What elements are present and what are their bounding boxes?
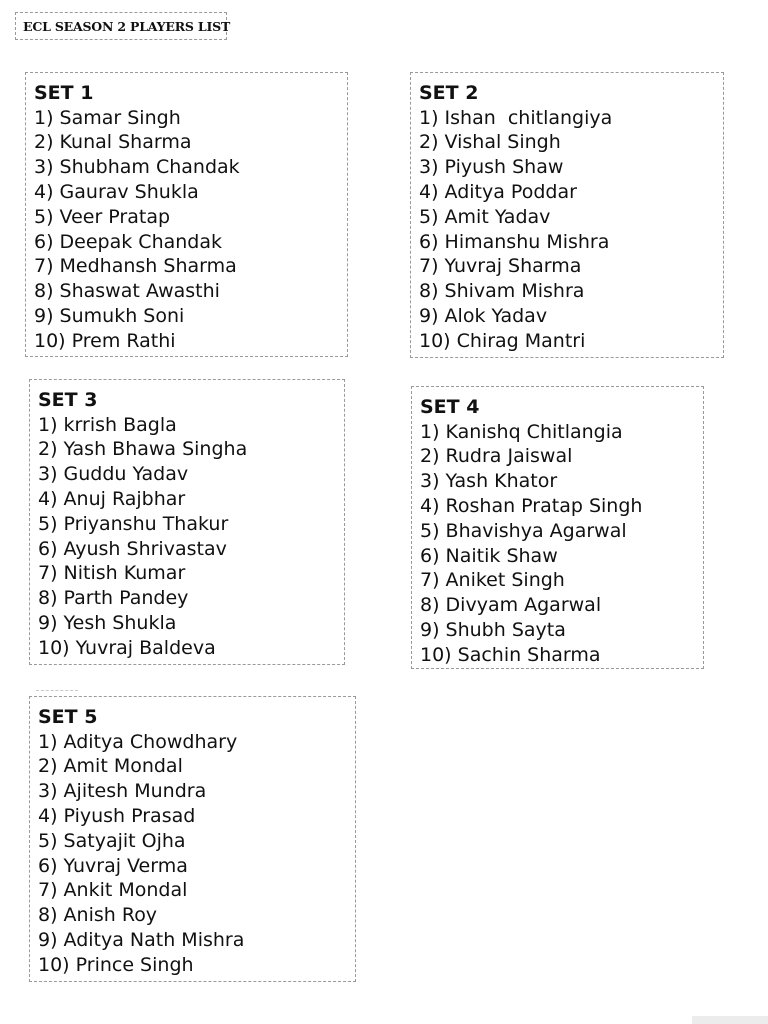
list-item: 4) Piyush Prasad — [38, 804, 196, 827]
list-item: 7) Aniket Singh — [420, 569, 565, 592]
list-item: 5) Priyanshu Thakur — [38, 512, 229, 535]
list-item: 10) Prem Rathi — [34, 329, 176, 352]
list-item: 8) Shaswat Awasthi — [34, 280, 220, 303]
list-item: 7) Ankit Mondal — [38, 879, 188, 902]
set-4-box — [411, 386, 704, 669]
list-item: 4) Aditya Poddar — [419, 180, 577, 203]
list-item: 1) Kanishq Chitlangia — [420, 420, 623, 443]
list-item: 10) Sachin Sharma — [420, 643, 601, 666]
set-title: SET 4 — [420, 396, 480, 418]
list-item: 8) Anish Roy — [38, 904, 158, 927]
list-item: 1) Aditya Chowdhary — [38, 730, 238, 753]
set-title: SET 1 — [34, 82, 94, 104]
list-item: 10) Chirag Mantri — [419, 329, 586, 352]
decorative-divider — [692, 1016, 768, 1024]
list-item: 8) Shivam Mishra — [419, 280, 585, 303]
list-item: 6) Ayush Shrivastav — [38, 537, 227, 560]
list-item: 5) Veer Pratap — [34, 205, 171, 228]
set-1-box — [25, 72, 348, 357]
list-item: 6) Naitik Shaw — [420, 544, 558, 567]
list-item: 6) Himanshu Mishra — [419, 230, 610, 253]
list-item: 2) Vishal Singh — [419, 131, 561, 154]
list-item: 8) Divyam Agarwal — [420, 594, 602, 617]
list-item: 8) Parth Pandey — [38, 587, 189, 610]
list-item: 9) Sumukh Soni — [34, 304, 185, 327]
list-item: 1) Ishan chitlangiya — [419, 106, 613, 129]
list-item: 6) Yuvraj Verma — [38, 854, 188, 877]
list-item: 5) Satyajit Ojha — [38, 829, 186, 852]
list-item: 2) Rudra Jaiswal — [420, 445, 573, 468]
list-item: 5) Amit Yadav — [419, 205, 551, 228]
player-list — [38, 730, 355, 978]
set-title: SET 2 — [419, 82, 479, 104]
decorative-divider — [36, 690, 78, 691]
list-item: 2) Kunal Sharma — [34, 131, 192, 154]
list-item: 9) Yesh Shukla — [38, 611, 177, 634]
list-item: 7) Nitish Kumar — [38, 562, 186, 585]
set-title: SET 5 — [38, 706, 98, 728]
list-item: 10) Yuvraj Baldeva — [38, 636, 216, 659]
list-item: 4) Anuj Rajbhar — [38, 487, 186, 510]
list-item: 3) Piyush Shaw — [419, 156, 564, 179]
list-item: 3) Ajitesh Mundra — [38, 780, 207, 803]
player-list — [419, 106, 723, 354]
set-5-box — [29, 696, 356, 982]
player-list — [34, 106, 347, 354]
list-item: 9) Aditya Nath Mishra — [38, 928, 245, 951]
set-title: SET 3 — [38, 389, 98, 411]
document-title: ECL SEASON 2 PLAYERS LIST — [15, 12, 227, 40]
list-item: 3) Shubham Chandak — [34, 156, 240, 179]
player-list — [38, 413, 344, 661]
set-2-box — [410, 72, 724, 358]
list-item: 4) Gaurav Shukla — [34, 180, 199, 203]
list-item: 1) krrish Bagla — [38, 413, 177, 436]
list-item: 9) Shubh Sayta — [420, 618, 566, 641]
list-item: 7) Yuvraj Sharma — [419, 255, 582, 278]
list-item: 9) Alok Yadav — [419, 304, 548, 327]
set-3-box — [29, 379, 345, 665]
list-item: 2) Amit Mondal — [38, 755, 183, 778]
list-item: 3) Guddu Yadav — [38, 463, 189, 486]
player-list — [420, 420, 703, 668]
list-item: 4) Roshan Pratap Singh — [420, 494, 643, 517]
list-item: 5) Bhavishya Agarwal — [420, 519, 627, 542]
list-item: 3) Yash Khator — [420, 470, 558, 493]
list-item: 2) Yash Bhawa Singha — [38, 438, 248, 461]
list-item: 7) Medhansh Sharma — [34, 255, 237, 278]
list-item: 10) Prince Singh — [38, 953, 194, 976]
list-item: 1) Samar Singh — [34, 106, 181, 129]
list-item: 6) Deepak Chandak — [34, 230, 222, 253]
